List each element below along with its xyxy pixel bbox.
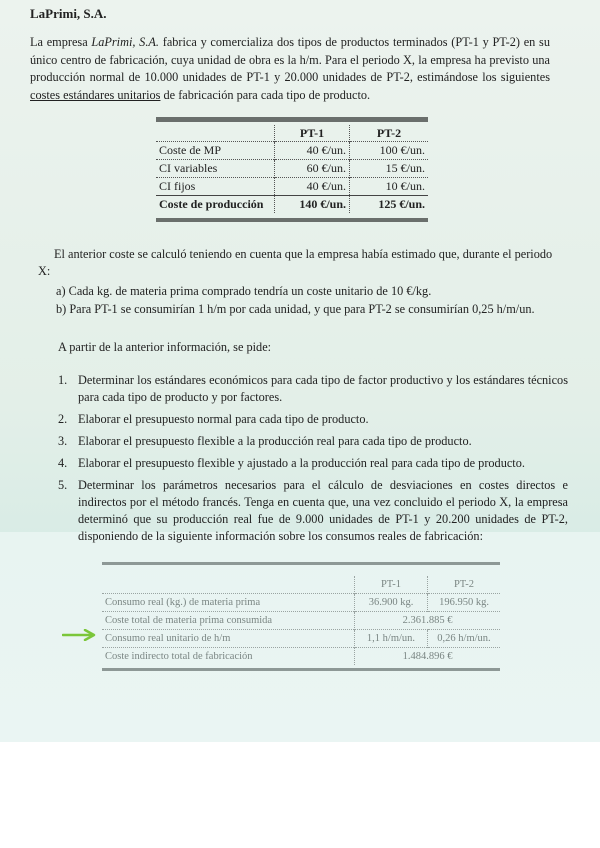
intro-text-2: fabrica y comercializa dos tipos de productos terminados (PT-1 y PT-2) en su único centro de fabricación, cuya unidad de obra es la h/m. Para el periodo X, la empresa ha previsto una producción normal de 10.000 unidades de PT-1 y 20.000 unidades de PT-2, estimándose los siguientes [30,35,550,84]
cell-merged: 1.484.896 € [355,648,501,666]
table-row [102,630,500,648]
cell-pt1: 1,1 h/m/un. [355,630,428,648]
task-item [58,433,568,450]
intro-text-1: La empresa [30,35,92,49]
row-label: Consumo real (kg.) de materia prima [102,594,355,612]
document-title: LaPrimi, S.A. [30,6,107,21]
company-name: LaPrimi, S.A. [91,35,159,49]
task-text: Elaborar el presupuesto flexible a la producción real para cada tipo de producto. [78,434,472,448]
table-total-row [156,196,428,214]
task-item [58,411,568,428]
table-header-row [102,576,500,594]
assumption-item: b) Para PT-1 se consumirían 1 h/m por cada unidad, y que para PT-2 se consumirían 0,25 h/m/un. [56,302,535,316]
task-number: 3. [58,434,68,448]
table-top-rule [102,562,500,565]
task-number: 1. [58,373,68,387]
cell-pt2: 0,26 h/m/un. [428,630,501,648]
table-row [156,142,428,160]
cell-pt2: 100 €/un. [350,142,429,160]
table-top-rule [156,117,428,122]
row-label: Consumo real unitario de h/m [102,630,355,648]
assumption-list [56,282,535,318]
table-bottom-rule [156,218,428,222]
row-label: Coste de MP [156,142,275,160]
task-item [58,455,568,472]
task-item [58,477,568,545]
cell-pt2: 10 €/un. [350,178,429,196]
task-item [58,372,568,406]
table-row [102,612,500,630]
task-number: 4. [58,456,68,470]
header-pt2: PT-2 [428,576,501,594]
cell-pt1: 36.900 kg. [355,594,428,612]
row-label: CI fijos [156,178,275,196]
header-empty [156,125,275,142]
cell-pt1: 60 €/un. [275,160,350,178]
header-empty [102,576,355,594]
header-pt1: PT-1 [275,125,350,142]
intro-underlined: costes estándares unitarios [30,87,161,102]
total-label: Coste de producción [156,196,275,214]
row-label: Coste total de materia prima consumida [102,612,355,630]
table-row [156,160,428,178]
header-pt1: PT-1 [355,576,428,594]
task-text: Determinar los parámetros necesarios para el cálculo de desviaciones en costes directos e indirectos por el método francés. Tenga en cuenta que, una vez concluido el periodo X, la empresa determinó que su producción real fue de 9.000 unidades de PT-1 y 20.200 unidades de PT-2, disponiendo de la siguiente información sobre los consumos reales de fabricación: [78,478,568,543]
total-pt2: 125 €/un. [350,196,429,214]
cell-pt1: 40 €/un. [275,142,350,160]
task-list [58,372,568,545]
task-text: Elaborar el presupuesto flexible y ajustado a la producción real para cada tipo de producto. [78,456,525,470]
cell-merged: 2.361.885 € [355,612,501,630]
row-label: Coste indirecto total de fabricación [102,648,355,666]
assumption-item: a) Cada kg. de materia prima comprado tendría un coste unitario de 10 €/kg. [56,284,432,298]
question-intro: A partir de la anterior información, se pide: [58,340,272,354]
table-row [102,648,500,666]
task-number: 2. [58,412,68,426]
intro-text-3: de fabricación para cada tipo de producto. [160,87,371,102]
header-pt2: PT-2 [350,125,429,142]
green-arrow-icon [62,629,98,641]
cell-pt2: 196.950 kg. [428,594,501,612]
table-header-row [156,125,428,142]
table-bottom-rule [102,668,500,671]
table-row [102,594,500,612]
cell-pt2: 15 €/un. [350,160,429,178]
task-text: Elaborar el presupuesto normal para cada tipo de producto. [78,412,369,426]
intro-paragraph [30,34,550,104]
total-pt1: 140 €/un. [275,196,350,214]
row-label: CI variables [156,160,275,178]
task-text: Determinar los estándares económicos para cada tipo de factor productivo y los estándares técnicos para cada tipo de producto y por factores. [78,373,568,404]
task-number: 5. [58,478,68,492]
table-row [156,178,428,196]
context-paragraph: El anterior coste se calculó teniendo en cuenta que la empresa había estimado que, durante el periodo X: [38,247,553,278]
cell-pt1: 40 €/un. [275,178,350,196]
